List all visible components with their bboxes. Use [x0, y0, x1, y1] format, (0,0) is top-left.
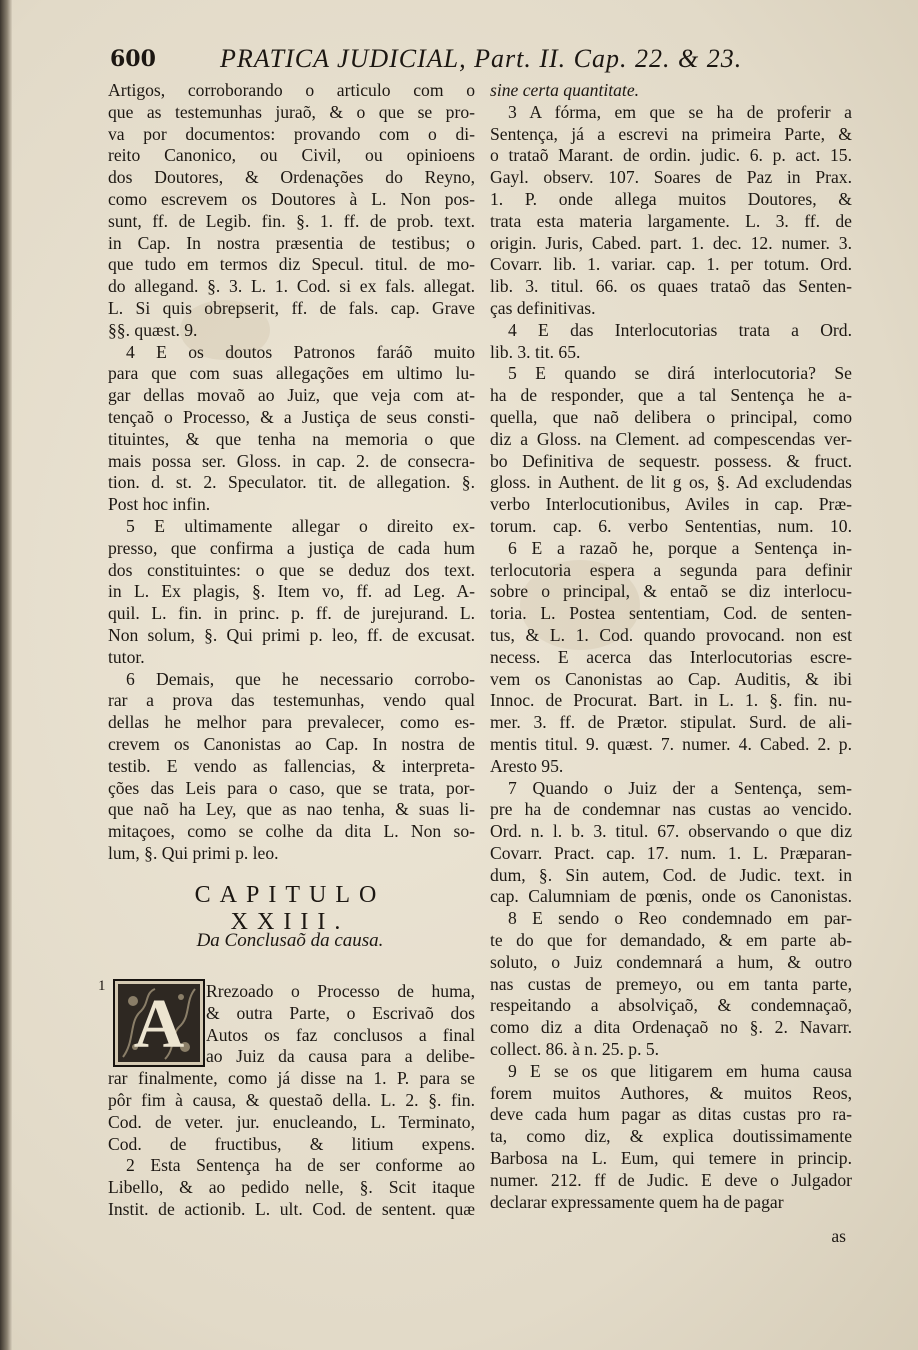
text-line: mer. 3. ff. de Prætor. stipulat. Surd. de ali-	[490, 712, 852, 733]
text-line: respeitando a absolviçaõ, & condemnaçaõ,	[490, 995, 852, 1016]
text-line: pôr fim à causa, & questaõ della. L. 2. §. fin.	[108, 1089, 475, 1110]
text-line: quella, que naõ delibera o principal, como	[490, 406, 852, 427]
text-line: 5 E quando se dirá interlocutoria? Se	[508, 363, 852, 384]
text-line: sine certa quantitate.	[490, 80, 640, 100]
text-line: lib. 3. tit. 65.	[490, 341, 581, 362]
text-line: Covarr. Pract. cap. 17. num. 1. L. Præparan-	[490, 842, 852, 863]
text-line: crevem os Canonistas ao Cap. In nostra de	[108, 733, 475, 754]
text-line: o trataõ Marant. de ordin. judic. 6. p. act. 15.	[490, 145, 852, 166]
text-line: reito Canonico, ou Civil, ou opinioens	[108, 145, 475, 166]
text-line: declarar expressamente quem ha de pagar	[490, 1191, 784, 1212]
text-line: Aresto 95.	[490, 755, 564, 776]
text-line: como diz a dita Ordenaçaõ no §. 2. Navarr.	[490, 1017, 852, 1038]
text-line: 5 E ultimamente allegar o direito ex-	[126, 515, 475, 536]
text-line: te do que for demandado, & em parte ab-	[490, 930, 852, 951]
text-line: Instit. de actionib. L. ult. Cod. de sentent. quæ	[108, 1198, 475, 1219]
text-line: testib. E vendo as fallencias, & interpreta-	[108, 755, 475, 776]
text-line: mentis titul. 9. quæst. 7. numer. 4. Cabed. 2. p.	[490, 733, 852, 754]
binding-gutter	[0, 0, 12, 1350]
text-line: tion. d. st. 2. Speculator. tit. de allegation. §.	[108, 472, 475, 493]
page-number: 600	[110, 46, 156, 72]
text-line: toria. L. Postea sententiam, Cod. de senten-	[490, 603, 852, 624]
text-line: numer. 212. ff de Judic. E deve o Julgador	[490, 1169, 852, 1190]
initial-letter: A	[133, 986, 185, 1063]
text-line: 6 Demais, que he necessario corrobo-	[126, 668, 475, 689]
text-line: 3 A fórma, em que se ha de proferir a	[508, 101, 852, 122]
left-column	[108, 80, 475, 865]
text-line: ha de responder, que a tal Sentença he a-	[490, 385, 852, 406]
text-line: vem os Canonistas ao Cap. Auditis, & ibi	[490, 668, 852, 689]
left-column-bottom	[108, 981, 475, 1221]
text-line: 8 E sendo o Reo condemnado em par-	[508, 908, 852, 929]
text-line: 4 E os doutos Patronos faráõ muito	[126, 341, 475, 362]
text-line: sunt, ff. de Legib. fin. §. 1. ff. de prob. text.	[108, 210, 475, 231]
catchword: as	[831, 1226, 846, 1246]
text-line: Autos os faz conclusos a final	[206, 1024, 475, 1045]
text-line: cap. Calumniam de pœnis, onde os Canonistas.	[490, 886, 852, 907]
text-line: dos constituintes: o que se deduz dos text.	[108, 559, 475, 580]
text-line: L. Si quis obrepserit, ff. de fals. cap. Grave	[108, 297, 475, 318]
text-line: in L. Ex plagis, §. Item vo, ff. ad Leg. A-	[108, 581, 475, 602]
text-line: Non solum, §. Qui primi p. leo, ff. de excusat.	[108, 624, 475, 645]
running-head: PRATICA JUDICIAL, Part. II. Cap. 22. & 23.	[220, 44, 743, 73]
text-line: trata esta materia largamente. L. 3. ff. de	[490, 210, 852, 231]
text-line: Covarr. lib. 1. variar. cap. 1. per totum. Ord.	[490, 254, 852, 275]
text-line: diz a Gloss. na Clement. ad compescendas ver-	[490, 428, 852, 449]
text-line: gloss. in Authent. de lit g os, §. Ad excludendas	[490, 472, 852, 493]
text-line: pre ha de condemnar nas custas ao vencido.	[490, 799, 852, 820]
text-line: forem muitos Authores, & muitos Reos,	[490, 1082, 852, 1103]
text-line: lib. 3. titul. 66. os quaes trataõ das Senten-	[490, 276, 852, 297]
text-line: ta, como diz, & explica doutissimamente	[490, 1126, 852, 1147]
text-line: Sentença, já a escrevi na primeira Parte, &	[490, 123, 852, 144]
text-line: Cod. de fructibus, & litium expens.	[108, 1133, 475, 1154]
text-line: tutor.	[108, 646, 145, 667]
text-line: para que com suas allegações em ultimo lu-	[108, 363, 475, 384]
text-line: verbo Interlocutionibus, Aviles in cap. Præ-	[490, 494, 852, 515]
text-line: & outra Parte, o Escrivaõ dos	[206, 1002, 475, 1023]
text-line: 9 E se os que litigarem em huma causa	[508, 1060, 852, 1081]
text-line: Libello, & ao pedido nelle, §. Scit itaque	[108, 1177, 475, 1198]
text-line: como escrevem os Doutores à L. Non pos-	[108, 188, 475, 209]
text-line: necess. E acerca das Interlocutorias escre-	[490, 646, 852, 667]
text-line: tençaõ o Processo, & a Justiça de seus consti-	[108, 406, 475, 427]
text-line: soluto, o Juiz condemnará a hum, & outro	[490, 951, 852, 972]
text-line: nas custas de premeyo, ou em tanta parte,	[490, 973, 852, 994]
text-line: Rrezoado o Processo de huma,	[206, 981, 475, 1001]
text-line: rar finalmente, como já disse na 1. P. para se	[108, 1068, 475, 1089]
text-line: tituintes, & que tenha na memoria o que	[108, 428, 475, 449]
page-header	[110, 40, 870, 80]
text-line: 2 Esta Sentença ha de ser conforme ao	[126, 1155, 475, 1176]
chapter-subtitle: Da Conclusaõ da causa.	[196, 930, 384, 951]
chapter-title: CAPITULO XXIII.	[194, 882, 386, 935]
text-line: que naõ ha Ley, que as nao tenha, & suas li-	[108, 799, 475, 820]
text-line: 1. P. onde allega muitos Doutores, &	[490, 188, 852, 209]
text-line: Artigos, corroborando o articulo com o	[108, 80, 475, 100]
text-line: dos Doutores, & Ordenações do Reyno,	[108, 167, 475, 188]
text-line: Ord. n. l. b. 3. titul. 67. observando o que diz	[490, 821, 852, 842]
text-line: 4 E das Interlocutorias trata a Ord.	[508, 319, 852, 340]
right-column	[490, 80, 852, 1213]
text-line: Barbosa na L. Eum, qui temere in princip.	[490, 1148, 852, 1169]
text-line: dellas he melhor para prevalecer, como es-	[108, 712, 475, 733]
text-line: tus, & L. 1. Cod. quando provocand. non est	[490, 624, 852, 645]
text-line: sobre o principal, & entaõ se diz interlocu-	[490, 581, 852, 602]
text-line: rar a prova das testemunhas, vendo qual	[108, 690, 475, 711]
text-line: gar dellas movaõ ao Juiz, que veja com at-	[108, 385, 475, 406]
text-line: ao Juiz da causa para a delibe-	[206, 1046, 475, 1067]
text-line: va por documentos: provando com o di-	[108, 123, 475, 144]
text-line: §§. quæst. 9.	[108, 319, 198, 340]
text-line: Cod. de veter. jur. enucleando, L. Terminato,	[108, 1111, 475, 1132]
text-line: in Cap. In nostra præsentia de testibus; o	[108, 232, 475, 253]
text-full-width	[108, 1068, 475, 1221]
text-line: Innoc. de Procurat. Bart. in L. 1. §. fin. nu-	[490, 690, 852, 711]
text-line: deve cada hum pagar as ditas custas pro ra-	[490, 1104, 852, 1125]
text-line: do allegand. §. 3. L. 1. Cod. si ex fals. allegat.	[108, 276, 475, 297]
text-line: mais possa ser. Gloss. in cap. 2. de consecra-	[108, 450, 475, 471]
text-line: Post hoc infin.	[108, 494, 211, 515]
text-line: lum, §. Qui primi p. leo.	[108, 842, 279, 863]
text-line: ções das Leis para o caso, que se trata, por-	[108, 777, 475, 798]
text-line: 7 Quando o Juiz der a Sentença, sem-	[508, 777, 852, 798]
text-line: mitaçoes, como se colhe da dita L. Non so-	[108, 821, 475, 842]
text-line: que tudo em termos diz Specul. titul. de mo-	[108, 254, 475, 275]
text-line: 6 E a razaõ he, porque a Sentença in-	[508, 537, 852, 558]
text-line: ças definitivas.	[490, 297, 596, 318]
text-line: dum, §. Sin autem, Cod. de Judic. text. in	[490, 864, 852, 885]
text-line: origin. Juris, Cabed. part. 1. dec. 12. numer. 3.	[490, 232, 852, 253]
text-line: bo Definitiva de sequestr. possess. & fruct.	[490, 450, 852, 471]
text-line: collect. 86. à n. 25. p. 5.	[490, 1039, 660, 1060]
paragraph-number: 1	[98, 978, 106, 994]
text-line: terlocutoria espera a segunda para definir	[490, 559, 852, 580]
text-line: torum. cap. 6. verbo Sententias, num. 10.	[490, 515, 852, 536]
text-line: quil. L. fin. in princ. p. ff. de jurejurand. L.	[108, 603, 475, 624]
text-line: presso, que confirma a justiça de cada hum	[108, 537, 475, 558]
text-beside-initial	[108, 981, 475, 1068]
text-line: que as testemunhas juraõ, & o que se pro-	[108, 101, 475, 122]
text-line: Gayl. observ. 107. Soares de Paz in Prax.	[490, 167, 852, 188]
